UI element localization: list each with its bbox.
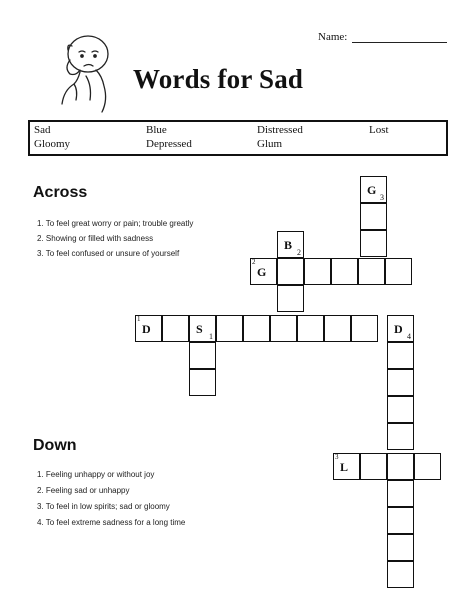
- crossword-cell[interactable]: [360, 453, 387, 480]
- crossword-cell[interactable]: [360, 176, 387, 203]
- crossword-cell[interactable]: [243, 315, 270, 342]
- word-bank-item: Blue: [146, 124, 167, 136]
- clue-number: 4: [407, 332, 411, 341]
- crossword-cell[interactable]: [189, 369, 216, 396]
- crossword-cell[interactable]: [304, 258, 331, 285]
- crossword-cell[interactable]: [387, 423, 414, 450]
- cell-letter: G: [367, 183, 377, 197]
- crossword-cell[interactable]: [270, 315, 297, 342]
- across-heading: Across: [33, 184, 88, 201]
- crossword-cell[interactable]: [387, 315, 414, 342]
- word-bank: [28, 120, 448, 156]
- crossword-cell[interactable]: [277, 231, 304, 258]
- crossword-cell[interactable]: [189, 315, 216, 342]
- crossword-cell[interactable]: [351, 315, 378, 342]
- crossword-cell[interactable]: [216, 315, 243, 342]
- crossword-cell[interactable]: [387, 561, 414, 588]
- crossword-cell[interactable]: [387, 480, 414, 507]
- crossword-cell[interactable]: [297, 315, 324, 342]
- crossword-cell[interactable]: [324, 315, 351, 342]
- word-bank-item: Distressed: [257, 124, 303, 136]
- across-clue: 1. To feel great worry or pain; trouble greatly: [37, 219, 194, 228]
- crossword-cell[interactable]: [385, 258, 412, 285]
- clue-number: 2: [252, 258, 256, 266]
- worksheet-title: Words for Sad: [133, 64, 304, 94]
- cell-letter: D: [142, 322, 151, 336]
- sad-child-illustration: [46, 20, 136, 120]
- down-clue: 4. To feel extreme sadness for a long time: [37, 518, 186, 527]
- crossword-cell[interactable]: [277, 258, 304, 285]
- word-bank-item: Sad: [34, 124, 51, 136]
- down-heading: Down: [33, 437, 77, 454]
- crossword-cell[interactable]: [135, 315, 162, 342]
- crossword-cell[interactable]: [250, 258, 277, 285]
- crossword-cell[interactable]: [358, 258, 385, 285]
- cell-letter: D: [394, 322, 403, 336]
- cell-letter: G: [257, 265, 267, 279]
- crossword-cell[interactable]: [387, 396, 414, 423]
- crossword-cell[interactable]: [360, 230, 387, 257]
- down-clue: 1. Feeling unhappy or without joy: [37, 470, 155, 479]
- crossword-cell[interactable]: [414, 453, 441, 480]
- name-label: Name:: [318, 31, 348, 43]
- cell-letter: S: [196, 322, 203, 336]
- across-clue: 3. To feel confused or unsure of yourself: [37, 249, 180, 258]
- down-clue: 3. To feel in low spirits; sad or gloomy: [37, 502, 170, 511]
- word-bank-item: Depressed: [146, 138, 192, 150]
- cell-letter: L: [340, 460, 349, 474]
- word-bank-item: Glum: [257, 138, 283, 150]
- crossword-cell[interactable]: [360, 203, 387, 230]
- clue-number: 2: [297, 248, 301, 257]
- clue-number: 3: [335, 453, 339, 461]
- crossword-cell[interactable]: [387, 453, 414, 480]
- crossword-cell[interactable]: [333, 453, 360, 480]
- crossword-cell[interactable]: [387, 507, 414, 534]
- crossword-cell[interactable]: [387, 534, 414, 561]
- down-clue: 2. Feeling sad or unhappy: [37, 486, 130, 495]
- crossword-cell[interactable]: [387, 369, 414, 396]
- cell-letter: B: [284, 238, 293, 252]
- word-bank-item: Gloomy: [34, 138, 71, 150]
- clue-number: 1: [209, 332, 213, 341]
- clue-number: 3: [380, 193, 384, 202]
- name-field-line[interactable]: [352, 42, 447, 43]
- crossword-cell[interactable]: [162, 315, 189, 342]
- crossword-cell[interactable]: [387, 342, 414, 369]
- across-clue: 2. Showing or filled with sadness: [37, 234, 154, 243]
- word-bank-item: Lost: [369, 124, 389, 136]
- crossword-cell[interactable]: [189, 342, 216, 369]
- clue-number: 1: [137, 315, 141, 323]
- crossword-cell[interactable]: [277, 285, 304, 312]
- crossword-cell[interactable]: [331, 258, 358, 285]
